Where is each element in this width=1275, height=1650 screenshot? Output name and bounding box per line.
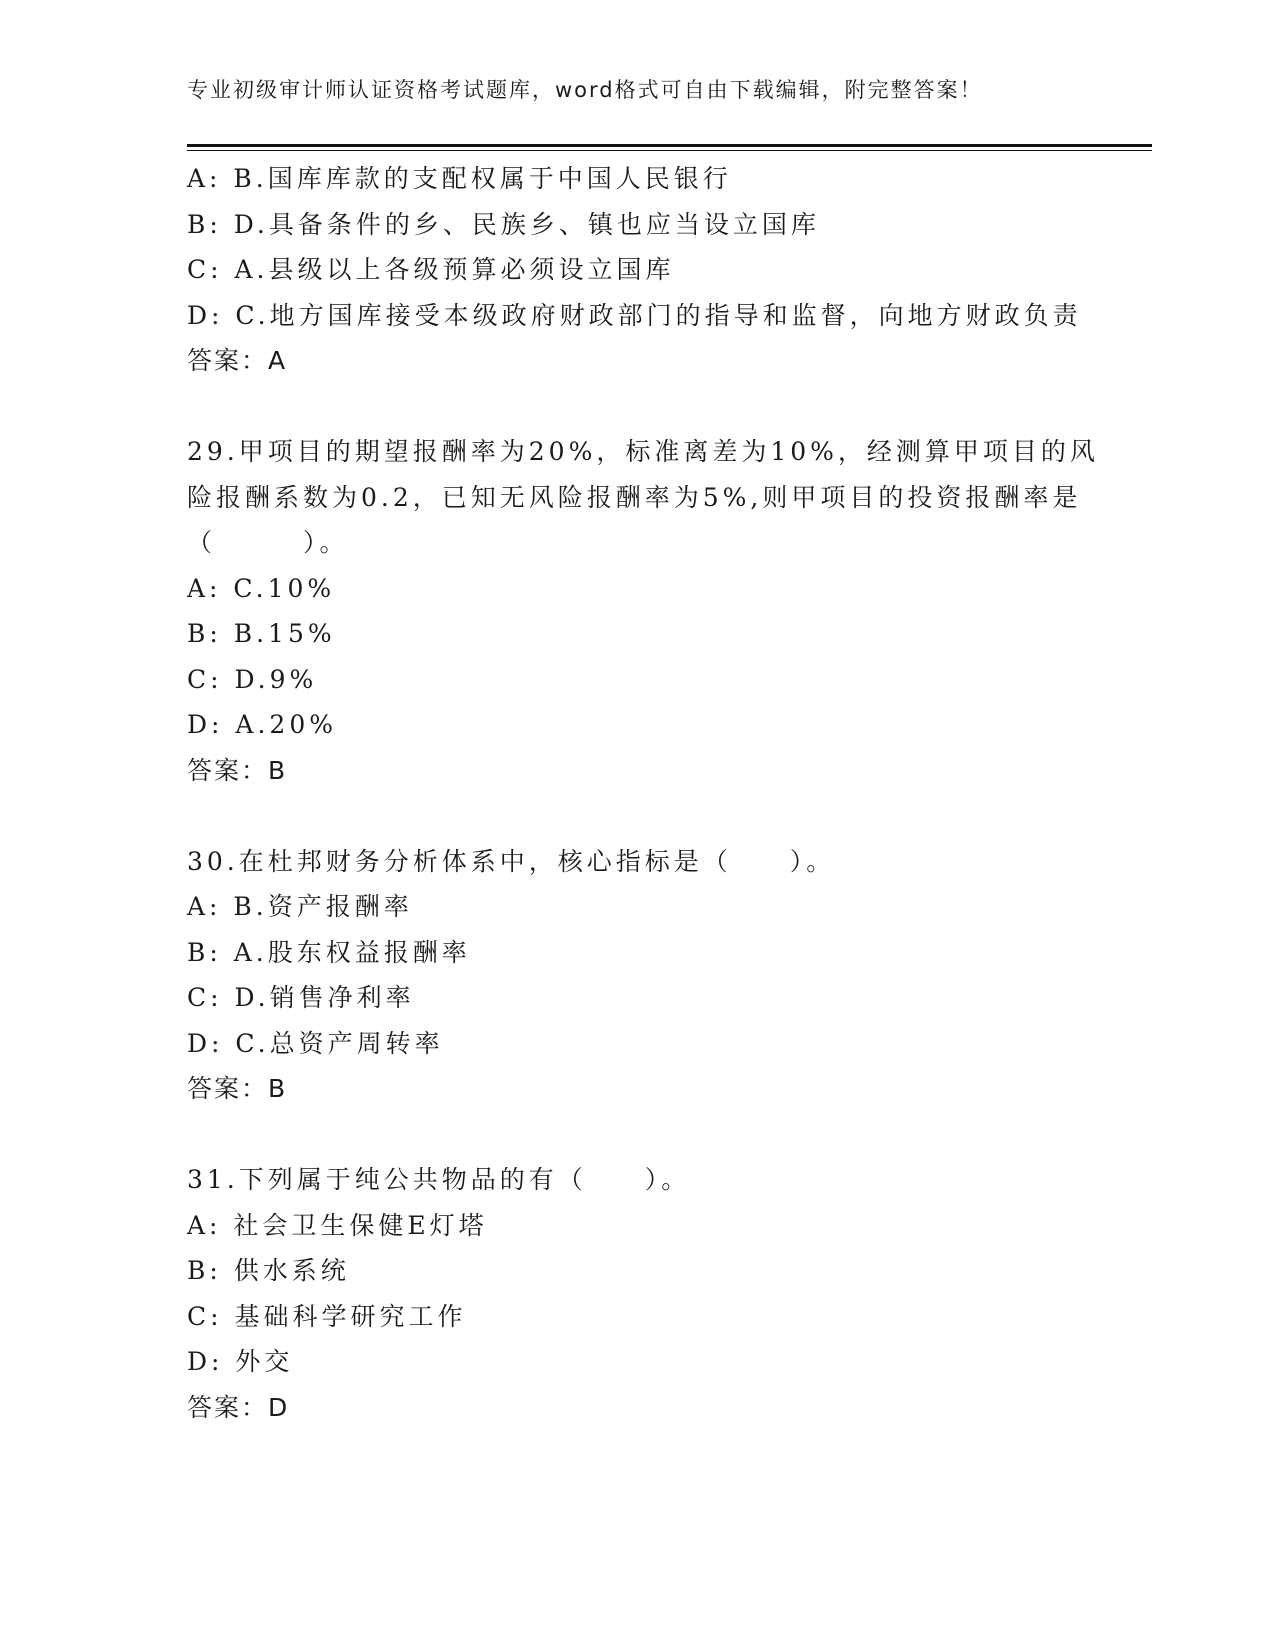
- option-a: A: B.国库库款的支配权属于中国人民银行: [187, 164, 732, 193]
- option-a: A: B.资产报酬率: [187, 892, 413, 921]
- page-header: 专业初级审计师认证资格考试题库，word格式可自由下载编辑，附完整答案！: [187, 78, 983, 102]
- spacer: [187, 1112, 1087, 1158]
- option-d: D: A.20%: [187, 710, 337, 739]
- header-rule-thin: [187, 150, 1152, 151]
- answer-line: 答案：B: [187, 1074, 288, 1103]
- option-c: C: A.县级以上各级预算必须设立国库: [187, 255, 675, 284]
- option-c: C: D.销售净利率: [187, 983, 415, 1012]
- option-d: D: 外交: [187, 1347, 294, 1376]
- option-b: B: D.具备条件的乡、民族乡、镇也应当设立国库: [187, 209, 820, 239]
- option-b: B: B.15%: [187, 619, 336, 648]
- answer-line: 答案：D: [187, 1392, 290, 1422]
- question-stem: 31.下列属于纯公共物品的有（ ）。: [187, 1165, 691, 1194]
- option-c: C: D.9%: [187, 664, 318, 694]
- spacer: [187, 384, 1087, 430]
- question-stem: 30.在杜邦财务分析体系中，核心指标是（ ）。: [187, 846, 836, 876]
- option-d: D: C.总资产周转率: [187, 1028, 444, 1058]
- option-a: A: 社会卫生保健E灯塔: [187, 1210, 488, 1240]
- option-b: B: A.股东权益报酬率: [187, 937, 471, 967]
- answer-line: 答案：B: [187, 755, 288, 785]
- option-c: C: 基础科学研究工作: [187, 1301, 467, 1331]
- spacer: [187, 793, 1087, 839]
- question-30: [187, 839, 1087, 1112]
- option-a: A: C.10%: [187, 573, 336, 603]
- question-stem-line-3: （ ）。: [187, 528, 349, 557]
- question-31: [187, 1157, 1087, 1430]
- header-rule-thick: [187, 144, 1152, 147]
- question-stem-line-2: 险报酬系数为0.2，已知无风险报酬率为5%,则甲项目的投资报酬率是: [187, 482, 1082, 512]
- question-29: [187, 429, 1099, 793]
- option-d: D: C.地方国库接受本级政府财政部门的指导和监督，向地方财政负责: [187, 300, 1082, 330]
- option-b: B: 供水系统: [187, 1256, 350, 1285]
- question-28: [187, 156, 1087, 384]
- question-content: [187, 156, 1099, 1430]
- question-stem-line-1: 29.甲项目的期望报酬率为20%，标准离差为10%，经测算甲项目的风: [187, 437, 1099, 466]
- answer-line: 答案：A: [187, 346, 288, 375]
